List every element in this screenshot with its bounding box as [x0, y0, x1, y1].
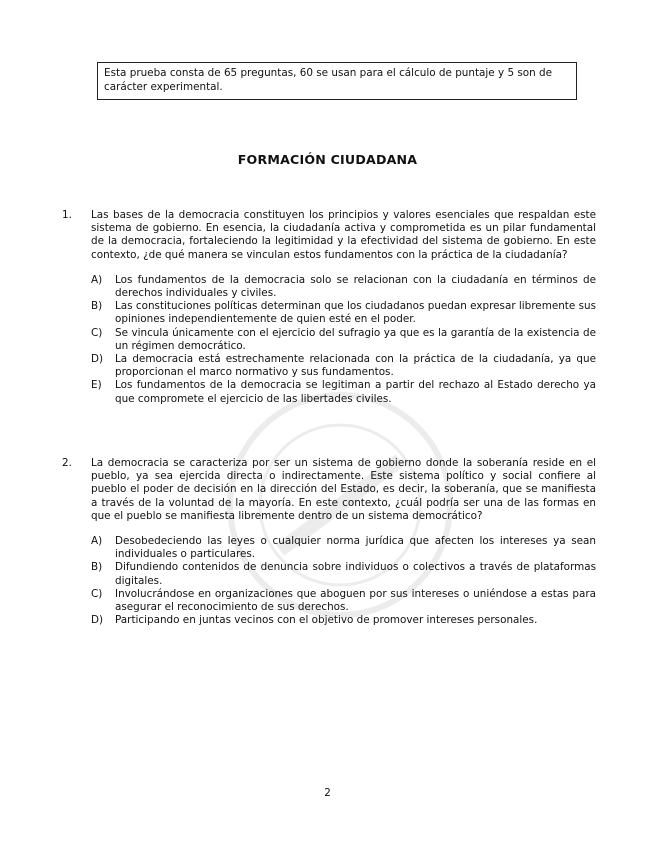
option-letter: C) — [91, 326, 103, 339]
section-title: FORMACIÓN CIUDADANA — [237, 152, 418, 167]
option-text: Se vincula únicamente con el ejercicio del sufragio ya que es la garantía de la existencia de un régimen democrático. — [115, 326, 596, 352]
option-text: Desobedeciendo las leyes o cualquier norma jurídica que afecten los intereses ya sean individuales o particulares. — [115, 535, 596, 561]
option-d[interactable] — [91, 353, 596, 379]
option-d[interactable] — [91, 614, 596, 627]
question-1 — [62, 209, 596, 406]
option-e[interactable] — [91, 379, 596, 405]
page-number: 2 — [324, 787, 331, 799]
option-b[interactable] — [91, 300, 596, 326]
question-number: 2. — [62, 457, 72, 469]
question-text: La democracia se caracteriza por ser un sistema de gobierno donde la soberanía reside en el pueblo, ya sea ejercida directa o indirectamente. Este sistema político y social confiere al pueblo el poder de decisión en la dirección del Estado, es decir, la soberanía, que se manifiesta a través de la voluntad de la mayoría. En este contexto, ¿cuál podría ser una de las formas en que el pueblo se manifiesta libremente dentro de un sistema democrático? — [91, 457, 596, 522]
option-text: Las constituciones políticas determinan que los ciudadanos puedan expresar libremente sus opiniones independientemente de quien esté en el poder. — [115, 300, 596, 326]
option-a[interactable] — [91, 535, 596, 561]
option-letter: C) — [91, 587, 103, 600]
option-letter: E) — [91, 379, 102, 392]
option-text: Difundiendo contenidos de denuncia sobre individuos o colectivos a través de plataformas digitales. — [115, 561, 596, 587]
option-letter: A) — [91, 535, 103, 548]
answer-options — [91, 274, 596, 406]
option-letter: D) — [91, 353, 104, 366]
answer-options — [91, 535, 596, 627]
option-letter: D) — [91, 614, 104, 627]
option-letter: A) — [91, 273, 103, 286]
instructions-text: Esta prueba consta de 65 preguntas, 60 se usan para el cálculo de puntaje y 5 son de carácter experimental. — [104, 67, 553, 93]
option-text: Los fundamentos de la democracia solo se relacionan con la ciudadanía en términos de derechos individuales y civiles. — [115, 273, 596, 300]
question-text: Las bases de la democracia constituyen los principios y valores esenciales que respaldan este sistema de gobierno. En esencia, la ciudadanía activa y comprometida es un pilar fundamental de la democracia, fortaleciendo la legitimidad y la efectividad del sistema de gobierno. En este contexto, ¿de qué manera se vinculan estos fundamentos con la práctica de la ciudadanía? — [91, 209, 596, 261]
option-text: Participando en juntas vecinos con el objetivo de promover intereses personales. — [115, 614, 538, 627]
option-text: La democracia está estrechamente relacionada con la práctica de la ciudadanía, ya que proporcionan el marco normativo y sus fundamentos. — [115, 353, 596, 379]
option-text: Los fundamentos de la democracia se legitiman a partir del rechazo al Estado derecho ya que compromete el ejercicio de las libertades civiles. — [115, 379, 596, 405]
instructions-box — [97, 62, 577, 100]
option-a[interactable] — [91, 274, 596, 300]
question-2 — [62, 457, 596, 627]
option-c[interactable] — [91, 327, 596, 353]
option-letter: B) — [91, 300, 103, 313]
option-c[interactable] — [91, 588, 596, 614]
question-number: 1. — [62, 209, 72, 221]
option-b[interactable] — [91, 561, 596, 587]
option-letter: B) — [91, 561, 103, 574]
option-text: Involucrándose en organizaciones que aboguen por sus intereses o uniéndose a estas para asegurar el reconocimiento de sus derechos. — [115, 587, 596, 614]
